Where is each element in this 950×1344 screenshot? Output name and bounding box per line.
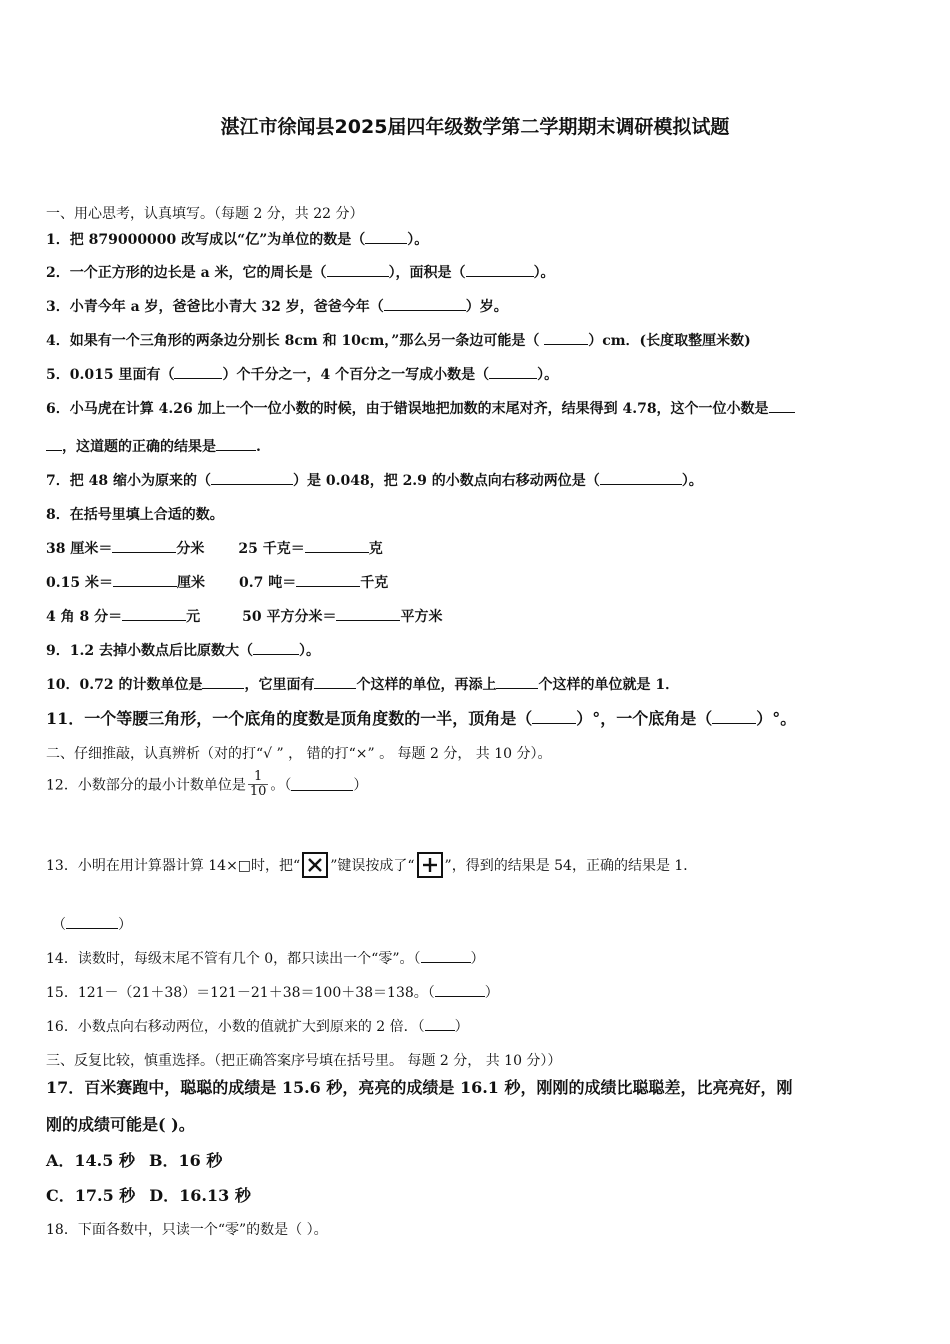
q7-text: 7．把 48 缩小为原来的（ bbox=[46, 473, 211, 489]
q8-item: 25 千克＝ bbox=[238, 541, 305, 557]
answer-blank[interactable] bbox=[327, 264, 389, 277]
question-7 bbox=[46, 470, 703, 490]
q7-text-end: ）。 bbox=[681, 473, 703, 489]
answer-blank[interactable] bbox=[46, 438, 62, 451]
answer-blank[interactable] bbox=[253, 642, 299, 655]
answer-blank[interactable] bbox=[314, 676, 356, 689]
q15-text: 15．121－（21＋38）＝121－21＋38＝100＋38＝138。（ bbox=[46, 985, 435, 1001]
question-15 bbox=[46, 982, 499, 1002]
q6-text: 6．小马虎在计算 4.26 加上一个一位小数的时候，由于错误地把加数的末尾对齐，结果得到 4.78，这个一位小数是 bbox=[46, 401, 769, 417]
answer-blank[interactable] bbox=[384, 298, 466, 311]
q13-paren-open: （ bbox=[52, 917, 66, 933]
q8-item: 38 厘米＝ bbox=[46, 541, 113, 557]
q12-text-mid: 。（ bbox=[270, 777, 292, 794]
answer-blank[interactable] bbox=[291, 778, 353, 791]
answer-blank[interactable] bbox=[365, 231, 407, 244]
q4-text-end: ）cm．(长度取整厘米数) bbox=[588, 333, 751, 349]
q8-item: 4 角 8 分＝ bbox=[46, 609, 123, 625]
question-11 bbox=[46, 706, 796, 729]
q4-text: 4．如果有一个三角形的两条边分别长 8cm 和 10cm，”那么另一条边可能是（ bbox=[46, 333, 545, 349]
question-6-line-1 bbox=[46, 398, 795, 418]
answer-blank[interactable] bbox=[336, 608, 400, 621]
question-2 bbox=[46, 262, 555, 282]
question-1 bbox=[46, 229, 428, 249]
q8-unit: 克 bbox=[368, 541, 383, 557]
answer-blank[interactable] bbox=[712, 711, 756, 724]
answer-blank[interactable] bbox=[305, 540, 369, 553]
fraction-numerator: 1 bbox=[248, 770, 269, 785]
question-17-line-1: 17．百米赛跑中，聪聪的成绩是 15.6 秒，亮亮的成绩是 16.1 秒，刚刚的成绩比聪聪差，比亮亮好，刚 bbox=[46, 1078, 793, 1097]
question-9 bbox=[46, 640, 320, 660]
question-17-options-row-2 bbox=[46, 1183, 251, 1206]
q8-item: 0.15 米＝ bbox=[46, 575, 113, 591]
section-2-heading: 二、仔细推敲，认真辨析（对的打“√ ” ， 错的打“×” 。 每题 2 分， 共 10 分）。 bbox=[46, 746, 552, 762]
q8-unit: 平方米 bbox=[400, 609, 443, 625]
question-16 bbox=[46, 1016, 469, 1036]
q10-text: 10．0.72 的计数单位是 bbox=[46, 677, 203, 693]
q13-text-mid: ”键误按成了“ bbox=[330, 858, 415, 874]
question-17-line-2: 刚的成绩可能是( )。 bbox=[46, 1115, 195, 1134]
q11-text-end: ）°。 bbox=[756, 709, 797, 728]
answer-blank[interactable] bbox=[174, 366, 222, 379]
answer-blank[interactable] bbox=[600, 472, 682, 485]
option-c[interactable]: C．17.5 秒 bbox=[46, 1186, 136, 1205]
question-14 bbox=[46, 948, 485, 968]
q1-text-end: ）。 bbox=[407, 232, 429, 248]
question-13-answer bbox=[52, 914, 132, 934]
q13-text: 13．小明在用计算器计算 14×□时，把“ bbox=[46, 858, 301, 874]
q10-text-mid2: 个这样的单位，再添上 bbox=[356, 677, 497, 693]
q13-paren-close: ） bbox=[118, 917, 132, 933]
question-12 bbox=[46, 770, 367, 799]
question-10 bbox=[46, 674, 679, 694]
question-13 bbox=[46, 852, 697, 878]
answer-blank[interactable] bbox=[211, 472, 293, 485]
answer-blank[interactable] bbox=[112, 540, 176, 553]
multiply-key-icon bbox=[302, 852, 328, 878]
q6-text-mid: ，这道题的正确的结果是 bbox=[62, 439, 216, 455]
question-18: 18．下面各数中，只读一个“零”的数是（ ）。 bbox=[46, 1222, 328, 1238]
page-title: 湛江市徐闻县2025届四年级数学第二学期期末调研模拟试题 bbox=[220, 116, 730, 138]
q5-text: 5．0.015 里面有（ bbox=[46, 367, 175, 383]
q12-text: 12．小数部分的最小计数单位是 bbox=[46, 777, 246, 794]
question-8-intro: 8．在括号里填上合适的数。 bbox=[46, 507, 224, 523]
question-6-line-2 bbox=[46, 436, 261, 456]
q9-text: 9．1.2 去掉小数点后比原数大（ bbox=[46, 643, 253, 659]
q9-text-end: ）。 bbox=[298, 643, 320, 659]
q2-text: 2．一个正方形的边长是 a 米，它的周长是（ bbox=[46, 265, 327, 281]
answer-blank[interactable] bbox=[421, 950, 471, 963]
q8-unit: 厘米 bbox=[176, 575, 205, 591]
question-8-row-1 bbox=[46, 538, 383, 558]
q5-text-mid: ）个千分之一，4 个百分之一写成小数是（ bbox=[222, 367, 490, 383]
question-8-row-2 bbox=[46, 572, 388, 592]
answer-blank[interactable] bbox=[425, 1018, 455, 1031]
answer-blank[interactable] bbox=[113, 574, 177, 587]
q8-unit: 元 bbox=[186, 609, 201, 625]
answer-blank[interactable] bbox=[202, 676, 244, 689]
answer-blank[interactable] bbox=[435, 984, 485, 997]
plus-key-icon bbox=[417, 852, 443, 878]
answer-blank[interactable] bbox=[66, 916, 118, 929]
q2-text-end: ）。 bbox=[533, 265, 555, 281]
q14-text-end: ） bbox=[470, 951, 485, 967]
q7-text-mid: ）是 0.048，把 2.9 的小数点向右移动两位是（ bbox=[292, 473, 600, 489]
q8-unit: 分米 bbox=[176, 541, 205, 557]
option-b[interactable]: B．16 秒 bbox=[148, 1151, 223, 1170]
answer-blank[interactable] bbox=[122, 608, 186, 621]
answer-blank[interactable] bbox=[496, 676, 538, 689]
q6-text-end: . bbox=[256, 439, 261, 455]
question-17-options-row-1 bbox=[46, 1148, 222, 1171]
question-5 bbox=[46, 364, 558, 384]
q3-text: 3．小青今年 a 岁，爸爸比小青大 32 岁，爸爸今年（ bbox=[46, 299, 384, 315]
question-3 bbox=[46, 296, 508, 316]
q13-text-end: ”，得到的结果是 54，正确的结果是 1． bbox=[444, 858, 698, 874]
q10-text-end: 个这样的单位就是 1． bbox=[538, 677, 680, 693]
q2-text-mid: ），面积是（ bbox=[388, 265, 466, 281]
q15-text-end: ） bbox=[484, 985, 499, 1001]
answer-blank[interactable] bbox=[216, 438, 256, 451]
question-8-row-3 bbox=[46, 606, 442, 626]
section-1-heading: 一、用心思考，认真填写。（每题 2 分，共 22 分） bbox=[46, 206, 364, 222]
option-d[interactable]: D．16.13 秒 bbox=[149, 1186, 251, 1205]
answer-blank[interactable] bbox=[769, 400, 795, 413]
question-4 bbox=[46, 330, 751, 350]
answer-blank[interactable] bbox=[296, 574, 360, 587]
q8-item: 0.7 吨＝ bbox=[238, 575, 297, 591]
answer-blank[interactable] bbox=[532, 711, 576, 724]
q11-text-mid: ）°，一个底角是（ bbox=[576, 709, 713, 728]
q8-item: 50 平方分米＝ bbox=[242, 609, 337, 625]
option-a[interactable]: A．14.5 秒 bbox=[46, 1151, 135, 1170]
q1-text: 1．把 879000000 改写成以“亿”为单位的数是（ bbox=[46, 232, 366, 248]
answer-blank[interactable] bbox=[466, 264, 534, 277]
q5-text-end: ）。 bbox=[537, 367, 559, 383]
q16-text: 16．小数点向右移动两位，小数的值就扩大到原来的 2 倍．（ bbox=[46, 1019, 425, 1035]
q16-text-end: ） bbox=[454, 1019, 469, 1035]
q10-text-mid: ，它里面有 bbox=[244, 677, 315, 693]
section-3-heading: 三、反复比较，慎重选择。（把正确答案序号填在括号里。 每题 2 分， 共 10 分）） bbox=[46, 1053, 562, 1069]
q12-text-end: ） bbox=[353, 777, 368, 794]
answer-blank[interactable] bbox=[489, 366, 537, 379]
fraction-one-tenth bbox=[248, 770, 269, 799]
fraction-denominator: 10 bbox=[249, 784, 267, 799]
q11-text: 11．一个等腰三角形，一个底角的度数是顶角度数的一半，顶角是（ bbox=[46, 709, 533, 728]
q3-text-end: ）岁。 bbox=[465, 299, 508, 315]
q8-unit: 千克 bbox=[360, 575, 389, 591]
q14-text: 14．读数时，每级末尾不管有几个 0，都只读出一个“零”。（ bbox=[46, 951, 421, 967]
answer-blank[interactable] bbox=[544, 332, 588, 345]
